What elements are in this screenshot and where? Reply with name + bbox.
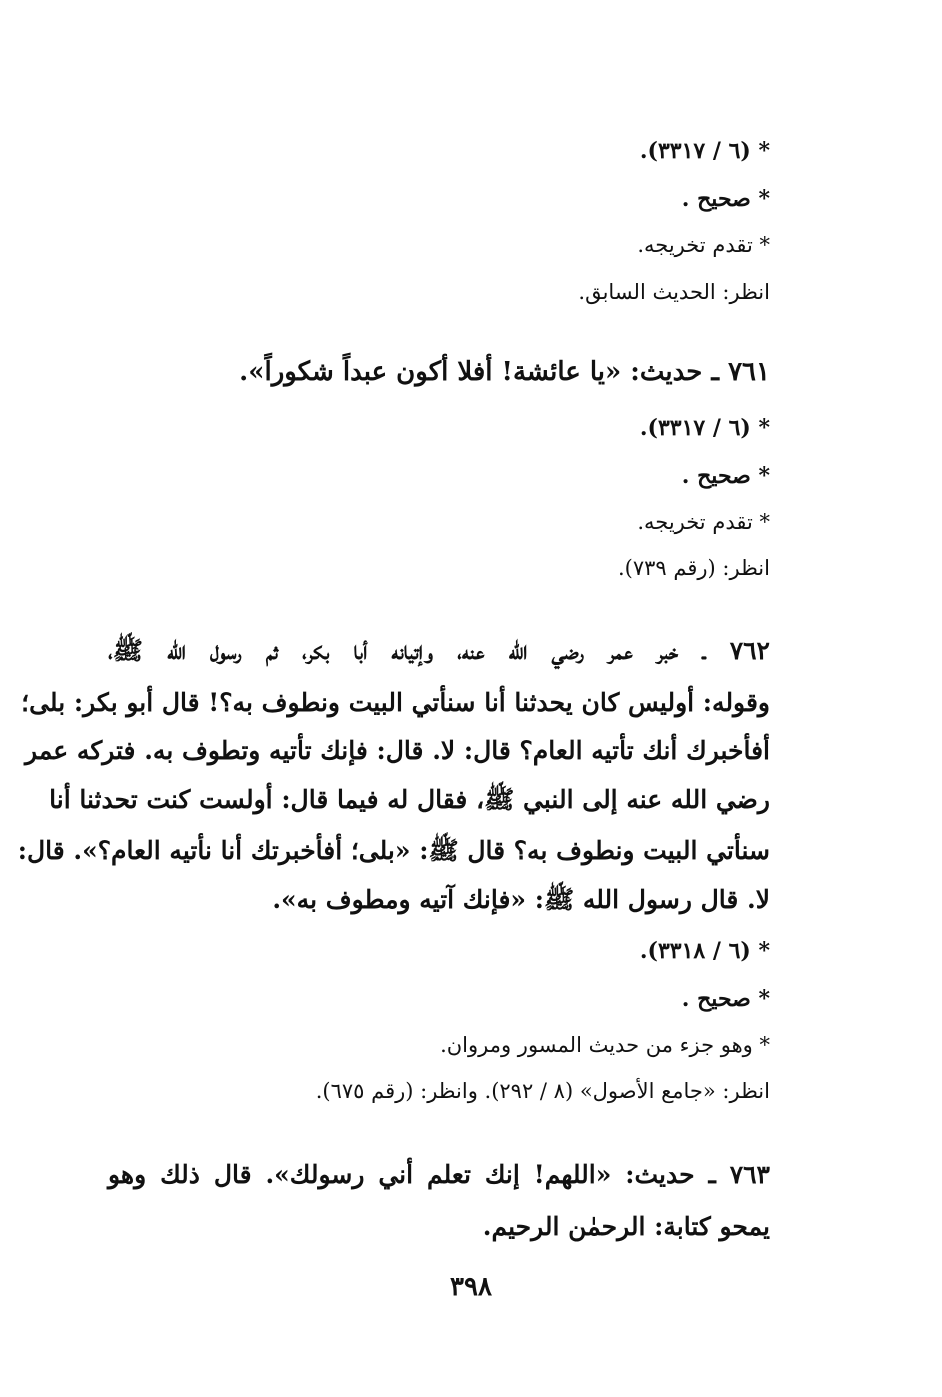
hadith-763-line: يمحو كتابة: الرحمٰن الرحيم. <box>482 1212 770 1241</box>
hadith-762-line: ٧٦٢ ـ خبر عمر رضي الله عنه، وإتيانه أبا بكر، ثم رسول الله ﷺ، <box>108 636 770 665</box>
hadith-762-line: سنأتي البيت ونطوف به؟ قال ﷺ: «بلى؛ أفأخبرتك أنا نأتيه العام؟». قال: <box>17 836 770 865</box>
see-also-reference: انظر: «جامع الأصول» (٨ / ٢٩٢). وانظر: (رقم ٦٧٥). <box>315 1079 770 1103</box>
hadith-762-line: لا. قال رسول الله ﷺ: «فإنك آتيه ومطوف به». <box>272 885 770 914</box>
hadith-762-line: وقوله: أوليس كان يحدثنا أنا سنأتي البيت ونطوف به؟! قال أبو بكر: بلى؛ <box>21 688 770 717</box>
hadith-grade: * صحيح . <box>681 463 770 489</box>
see-also-reference: انظر: الحديث السابق. <box>578 280 770 304</box>
hadith-grade: * صحيح . <box>681 986 770 1012</box>
see-also-reference: انظر: (رقم ٧٣٩). <box>618 556 770 580</box>
hadith-763-line: ٧٦٣ ـ حديث: «اللهم! إنك تعلم أني رسولك». قال ذلك وهو <box>108 1160 770 1189</box>
source-reference: * (٦ / ٣٣١٧). <box>639 138 770 164</box>
hadith-grade: * صحيح . <box>681 186 770 212</box>
hadith-762-line: رضي الله عنه إلى النبي ﷺ، فقال له فيما قال: أولست كنت تحدثنا أنا <box>49 785 770 814</box>
takhrij-note: * تقدم تخريجه. <box>637 233 770 257</box>
hadith-761-heading: ٧٦١ ـ حديث: «يا عائشة! أفلا أكون عبداً شكوراً». <box>239 357 770 387</box>
hadith-762-line: أفأخبرك أنك تأتيه العام؟ قال: لا. قال: فإنك تأتيه وتطوف به. فتركه عمر <box>25 736 770 765</box>
source-reference: * (٦ / ٣٣١٧). <box>639 415 770 441</box>
source-reference: * (٦ / ٣٣١٨). <box>639 938 770 964</box>
takhrij-note: * وهو جزء من حديث المسور ومروان. <box>440 1033 770 1057</box>
page-number: ٣٩٨ <box>450 1272 492 1302</box>
takhrij-note: * تقدم تخريجه. <box>637 510 770 534</box>
